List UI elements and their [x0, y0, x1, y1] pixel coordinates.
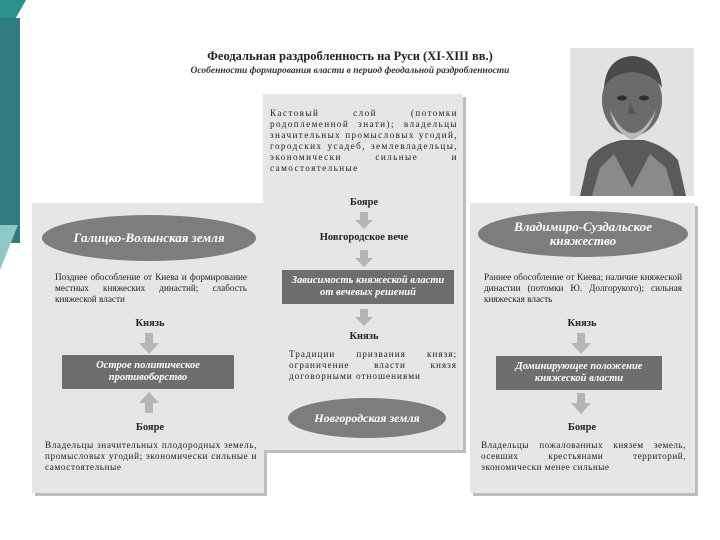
center-arrow-3 — [355, 309, 373, 327]
center-dependence-box — [282, 270, 454, 304]
center-text-top: Кастовый слой (потомки родоплеменной знати); владельцы значительных промысловых угодий, городских усадеб, землевладельцы, экономически сильные и самостоятельные — [270, 108, 458, 173]
right-dominance-box — [496, 356, 662, 390]
center-dependence-label: Зависимость княжеской власти от вечевых решений — [291, 275, 445, 298]
right-text-bottom: Владельцы пожалованных князем земель, осевших крестьянами территорий, экономически менее сильные — [481, 440, 686, 472]
right-arrow-down-1 — [570, 333, 592, 355]
left-region-oval — [42, 215, 256, 261]
left-text-bottom: Владельцы значительных плодородных земель, промысловых угодий; экономически сильные и самостоятельные — [45, 440, 257, 472]
center-knyaz-label: Князь — [349, 331, 379, 342]
left-boyare-label: Бояре — [135, 422, 165, 433]
right-text-top: Раннее обособление от Киева; наличие княжеской династии (потомки Ю. Долгорукого); сильная княжеская власть — [484, 272, 682, 304]
left-text-top: Позднее обособление от Киева и формирование местных княжеских династий; слабость княжеской власти — [55, 272, 247, 304]
side-bar-decoration — [0, 18, 20, 243]
left-arrow-up — [138, 392, 160, 414]
center-region-label: Новгородская земля — [314, 411, 420, 425]
center-veche-label: Новгородское вече — [319, 232, 409, 243]
side-bar-light-decoration — [0, 225, 18, 270]
portrait-image — [570, 48, 694, 196]
slide-title: Феодальная раздробленность на Руси (XI-XIII вв.) — [207, 49, 493, 63]
slide-subtitle: Особенности формирования власти в период феодальной раздробленности — [190, 66, 510, 76]
left-arrow-down — [138, 333, 160, 355]
left-conflict-box-label: Острое политическое противоборство — [96, 360, 200, 383]
right-knyaz-label: Князь — [567, 318, 597, 329]
center-arrow-2 — [355, 250, 373, 268]
center-region-oval — [288, 398, 446, 438]
center-boyare-label: Бояре — [349, 197, 379, 208]
right-region-label: Владимиро-Суздальское княжество — [514, 219, 652, 248]
left-knyaz-label: Князь — [135, 318, 165, 329]
right-boyare-label: Бояре — [567, 422, 597, 433]
right-arrow-down-2 — [570, 393, 592, 415]
right-dominance-box-label: Доминирующее положение княжеской власти — [515, 361, 643, 384]
left-conflict-box — [62, 355, 234, 389]
center-tradition-text: Традиции призвания князя; ограничение власти князя договорными отношениями — [289, 349, 457, 381]
left-region-label: Галицко-Волынская земля — [73, 230, 225, 245]
center-arrow-1 — [355, 212, 373, 230]
right-region-oval — [478, 211, 688, 257]
